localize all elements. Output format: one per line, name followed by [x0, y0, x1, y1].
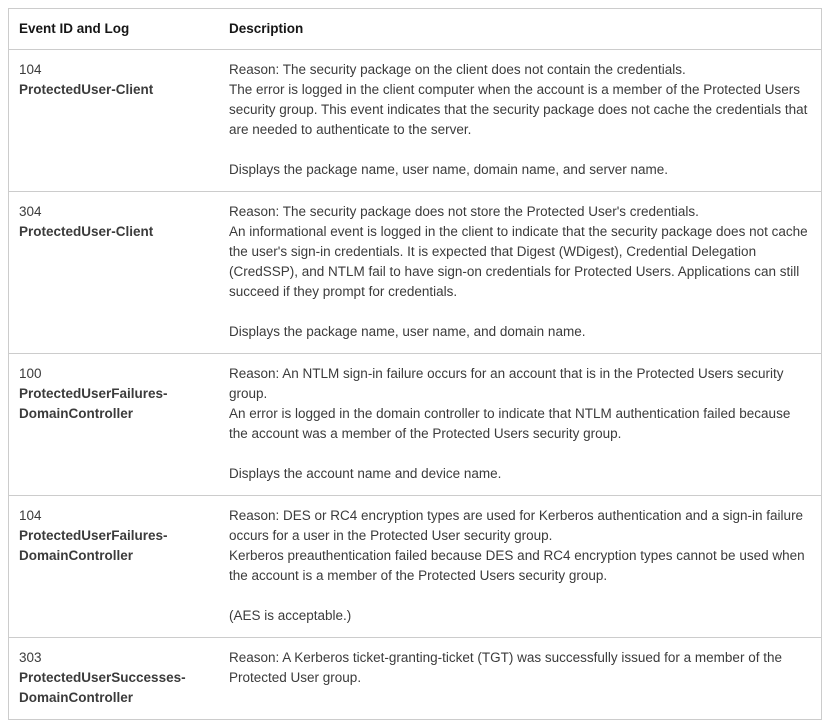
description-gap — [229, 140, 811, 160]
table-header-row — [9, 9, 822, 50]
description-line: Reason: An NTLM sign-in failure occurs for an account that is in the Protected Users security group. — [229, 366, 784, 401]
description-gap — [229, 586, 811, 606]
description-gap — [229, 302, 811, 322]
table-body — [9, 50, 822, 720]
event-id: 100 — [19, 366, 42, 381]
description-cell — [219, 192, 822, 354]
description-cell — [219, 50, 822, 192]
description-line: An error is logged in the domain controller to indicate that NTLM authentication failed because the account was a member of the Protected Users security group. — [229, 406, 791, 441]
description-line: The error is logged in the client computer when the account is a member of the Protected Users security group. This event indicates that the security package does not cache the credentials that are needed to authenticate to the server. — [229, 82, 808, 137]
description-line: Displays the package name, user name, domain name, and server name. — [229, 162, 668, 177]
description-line: Displays the package name, user name, and domain name. — [229, 324, 586, 339]
description-line: Displays the account name and device name. — [229, 466, 502, 481]
table-row — [9, 192, 822, 354]
description-cell — [219, 496, 822, 638]
table-head — [9, 9, 822, 50]
event-id-and-log-cell — [9, 50, 220, 192]
event-id: 104 — [19, 62, 42, 77]
description-line: Reason: DES or RC4 encryption types are used for Kerberos authentication and a sign-in failure occurs for a user in the Protected User security group. — [229, 508, 804, 543]
column-header-event-id-and-log: Event ID and Log — [9, 9, 220, 50]
event-id-and-log-cell — [9, 192, 220, 354]
events-table — [8, 8, 822, 720]
event-id-and-log-cell — [9, 638, 220, 720]
event-id: 303 — [19, 650, 42, 665]
event-id-and-log-cell — [9, 496, 220, 638]
description-line: Reason: The security package on the client does not contain the credentials. — [229, 62, 686, 77]
column-header-description: Description — [219, 9, 822, 50]
description-line: Kerberos preauthentication failed because DES and RC4 encryption types cannot be used when the account is a member of the Protected Users security group. — [229, 548, 805, 583]
description-line: An informational event is logged in the client to indicate that the security package does not cache the user's sign-in credentials. It is expected that Digest (WDigest), Credential Delegation (CredSSP), and NTLM fail to have sign-on credentials for Protected Users. Applications can still succeed if they prompt for credentials. — [229, 224, 808, 299]
description-line: Reason: The security package does not store the Protected User's credentials. — [229, 204, 699, 219]
description-gap — [229, 444, 811, 464]
table-row — [9, 50, 822, 192]
event-log-name: ProtectedUserSuccesses-DomainController — [19, 670, 186, 705]
event-id: 104 — [19, 508, 42, 523]
event-log-name: ProtectedUser-Client — [19, 224, 154, 239]
description-cell — [219, 354, 822, 496]
event-log-name: ProtectedUserFailures-DomainController — [19, 386, 168, 421]
table-row — [9, 496, 822, 638]
event-log-name: ProtectedUser-Client — [19, 82, 154, 97]
table-row — [9, 354, 822, 496]
event-id: 304 — [19, 204, 42, 219]
description-line: Reason: A Kerberos ticket-granting-ticket (TGT) was successfully issued for a member of the Protected User group. — [229, 650, 782, 685]
event-log-name: ProtectedUserFailures-DomainController — [19, 528, 168, 563]
table-row — [9, 638, 822, 720]
event-id-and-log-cell — [9, 354, 220, 496]
description-cell — [219, 638, 822, 720]
description-line: (AES is acceptable.) — [229, 608, 352, 623]
